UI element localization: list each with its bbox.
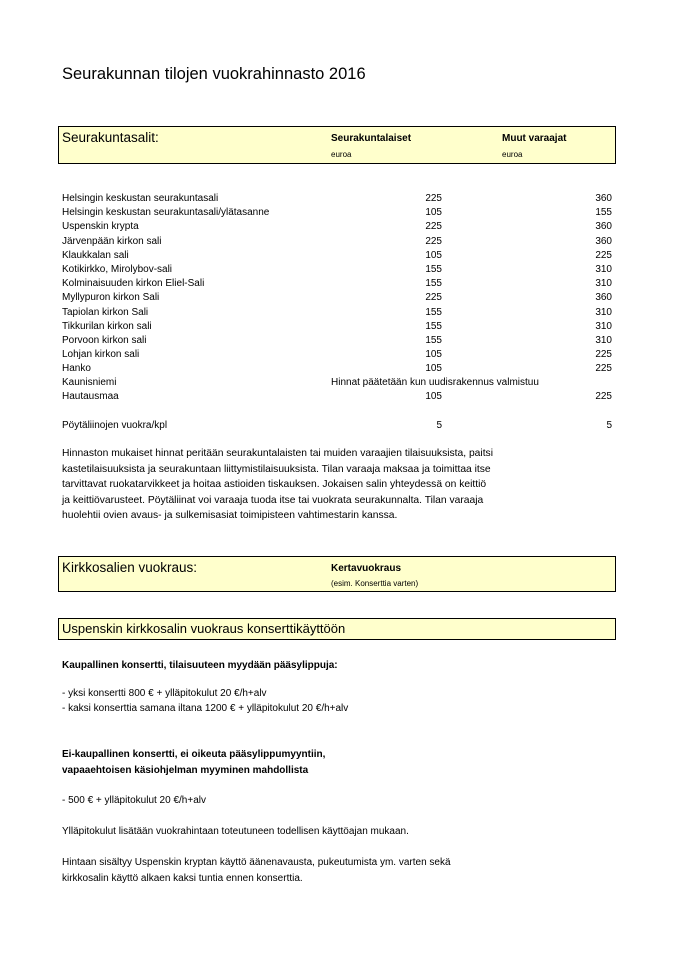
section-header-uspenski (58, 618, 616, 640)
noncommercial-heading-2: vapaaehtoisen käsiohjelman myyminen mahdollista (62, 765, 309, 776)
table-row (62, 264, 612, 278)
column-header-seurakuntalaiset: Seurakuntalaiset (331, 133, 412, 144)
row-value-seurakuntalaiset: 155 (425, 335, 442, 346)
row-value-muut: 225 (595, 349, 612, 361)
column-header-kertavuokraus: Kertavuokraus (331, 563, 402, 574)
table-row (62, 335, 612, 349)
commercial-heading: Kaupallinen konsertti, tilaisuuteen myydään pääsylippuja: (62, 660, 338, 671)
info-line: ja keittiövarusteet. Pöytäliinat voi varaaja tuoda itse tai vuokrata seurakunnalta. Tilan varaaja (62, 494, 484, 506)
table-row-hautausmaa (62, 391, 612, 405)
table-row (62, 306, 612, 321)
table-row (62, 193, 612, 207)
row-name: Hanko (62, 363, 91, 375)
table-row (62, 320, 612, 335)
section-header-seurakuntasalit (58, 126, 616, 164)
row-name: Tapiolan kirkon Sali (62, 306, 149, 318)
table-row-kaunisniemi (62, 377, 562, 391)
row-value-seurakuntalaiset: 5 (436, 420, 442, 431)
row-name: Pöytäliinojen vuokra/kpl (62, 420, 168, 431)
section-header-kirkkosalien (58, 556, 616, 592)
info-paragraph (62, 446, 562, 524)
row-value-muut: 310 (595, 264, 612, 275)
inclusion-note-line: kirkkosalin käyttö alkaen kaksi tuntia ennen konserttia. (62, 873, 303, 884)
row-name: Hautausmaa (62, 391, 119, 402)
info-line: Hinnaston mukaiset hinnat peritään seurakuntalaisten tai muiden varaajien tilaisuuksista, paitsi (62, 448, 493, 459)
row-name: Myllypuron kirkon Sali (62, 292, 160, 304)
row-value-muut: 360 (595, 235, 612, 247)
info-line: kastetilaisuuksista ja seurakuntaan liittymistilaisuuksista. Tilan varaaja maksaa ja toimittaa itse (62, 463, 491, 475)
row-name: Klaukkalan sali (62, 249, 129, 261)
column-unit-1: euroa (331, 150, 352, 159)
row-value-muut: 310 (595, 320, 612, 332)
row-value-seurakuntalaiset: 155 (425, 278, 442, 290)
row-value-seurakuntalaiset: 225 (425, 221, 442, 233)
table-row (62, 249, 612, 264)
table-row-poytaliinat (62, 420, 612, 434)
row-value-seurakuntalaiset: 105 (425, 363, 442, 375)
maintenance-note: Ylläpitokulut lisätään vuokrahintaan toteutuneen todellisen käyttöajan mukaan. (62, 826, 409, 837)
row-name: Kotikirkko, Mirolybov-sali (62, 264, 173, 275)
noncommercial-heading-1: Ei-kaupallinen konsertti, ei oikeuta pääsylippumyyntiin, (62, 749, 326, 760)
row-value-seurakuntalaiset: 225 (425, 235, 442, 247)
row-value-muut: 310 (595, 278, 612, 290)
page-title: Seurakunnan tilojen vuokrahinnasto 2016 (62, 65, 366, 83)
table-row (62, 221, 612, 235)
row-name: Porvoon kirkon sali (62, 335, 147, 346)
row-value-muut: 225 (595, 249, 612, 261)
row-value-seurakuntalaiset: 225 (425, 193, 442, 204)
row-name: Helsingin keskustan seurakuntasali (62, 193, 219, 204)
row-value-muut: 225 (595, 363, 612, 375)
row-value-muut: 155 (595, 207, 612, 219)
inclusion-note-line: Hintaan sisältyy Uspenskin kryptan käyttö äänenavausta, pukeutumista ym. varten sekä (62, 857, 451, 868)
row-value-muut: 360 (595, 292, 612, 304)
info-line: tarvittavat ruokatarvikkeet ja hoitaa astioiden tiskauksen. Jokaisen salin yhteydessä on keittiö (62, 479, 487, 491)
row-value-muut: 310 (595, 335, 612, 346)
row-name: Kolminaisuuden kirkon Eliel-Sali (62, 278, 205, 290)
row-note: Hinnat päätetään kun uudisrakennus valmistuu (331, 377, 539, 388)
row-value-seurakuntalaiset: 105 (425, 249, 442, 261)
section-heading: Uspenskin kirkkosalin vuokraus konserttikäyttöön (62, 621, 346, 636)
row-name: Kaunisniemi (62, 377, 117, 388)
row-value-seurakuntalaiset: 105 (425, 207, 442, 219)
column-subheader: (esim. Konserttia varten) (331, 579, 419, 588)
row-name: Uspenskin krypta (62, 221, 139, 233)
commercial-item: - yksi konsertti 800 € + ylläpitokulut 20 €/h+alv (62, 688, 267, 699)
row-name: Helsingin keskustan seurakuntasali/ylätasanne (62, 207, 270, 219)
commercial-item: - kaksi konserttia samana iltana 1200 € + ylläpitokulut 20 €/h+alv (62, 703, 349, 714)
table-row (62, 292, 612, 306)
section-heading: Seurakuntasalit: (62, 130, 159, 145)
table-row (62, 278, 612, 292)
row-value-seurakuntalaiset: 225 (425, 292, 442, 304)
row-value-seurakuntalaiset: 155 (425, 264, 442, 275)
row-value-muut: 225 (595, 391, 612, 402)
row-value-seurakuntalaiset: 105 (425, 391, 442, 402)
row-name: Järvenpään kirkon sali (62, 235, 162, 247)
table-row (62, 207, 612, 221)
row-value-seurakuntalaiset: 155 (425, 320, 442, 332)
table-row (62, 349, 612, 363)
column-unit-2: euroa (502, 150, 523, 159)
section-heading: Kirkkosalien vuokraus: (62, 560, 198, 575)
table-row (62, 235, 612, 250)
noncommercial-item: - 500 € + ylläpitokulut 20 €/h+alv (62, 795, 206, 806)
row-name: Lohjan kirkon sali (62, 349, 140, 361)
table-row (62, 363, 612, 377)
row-value-muut: 360 (595, 221, 612, 233)
info-line: huolehtii ovien avaus- ja sulkemisasiat toimipisteen vahtimestarin kanssa. (62, 510, 398, 522)
row-value-seurakuntalaiset: 105 (425, 349, 442, 361)
row-value-muut: 5 (606, 420, 612, 431)
row-value-muut: 360 (595, 193, 612, 204)
row-value-seurakuntalaiset: 155 (425, 306, 442, 318)
row-name: Tikkurilan kirkon sali (62, 320, 152, 332)
column-header-muut-varaajat: Muut varaajat (502, 133, 567, 144)
row-value-muut: 310 (595, 306, 612, 318)
